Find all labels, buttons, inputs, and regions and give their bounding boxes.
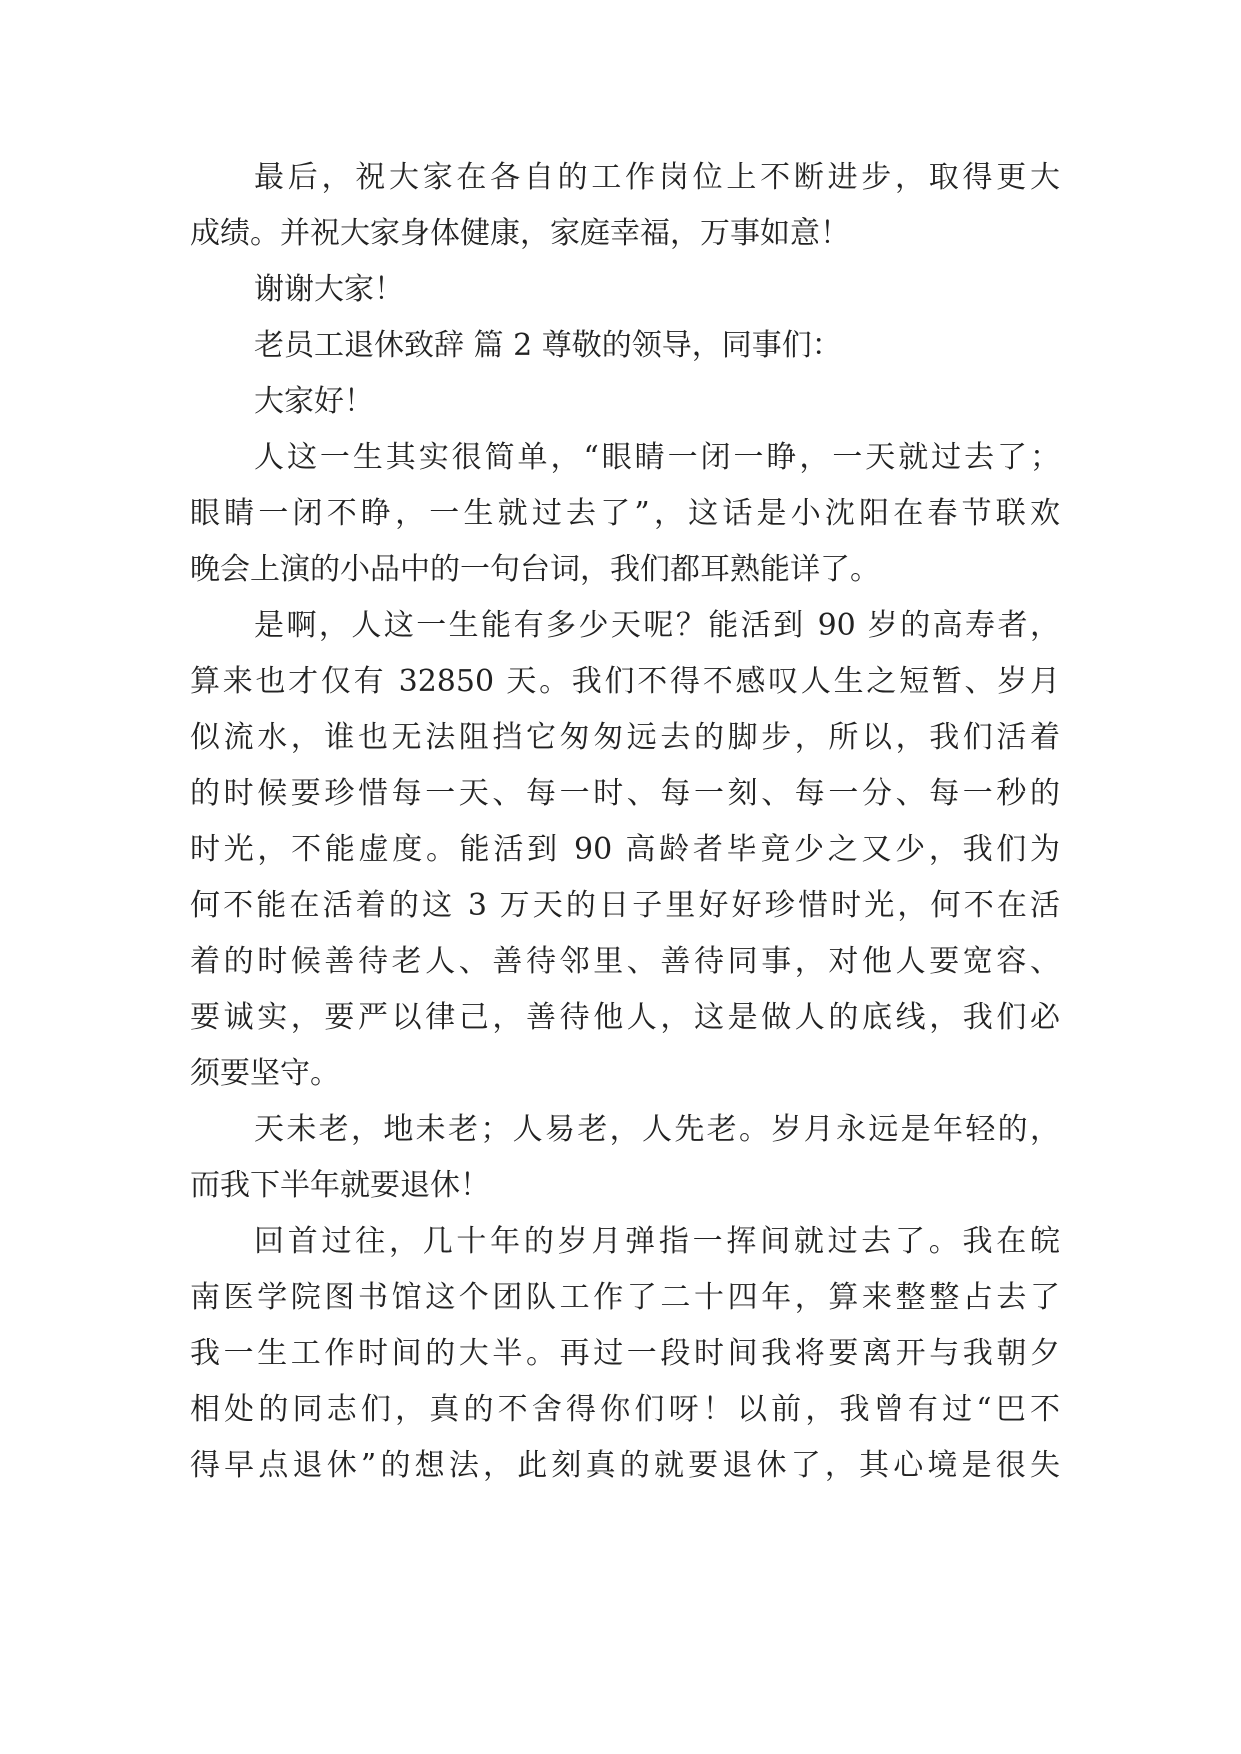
text-line: 是啊，人这一生能有多少天呢？能活到 90 岁的高寿者， bbox=[254, 608, 1060, 643]
text-line: 似流水，谁也无法阻挡它匆匆远去的脚步，所以，我们活着 bbox=[190, 720, 1060, 755]
text-line: 晚会上演的小品中的一句台词，我们都耳熟能详了。 bbox=[190, 552, 880, 587]
text-line: 而我下半年就要退休！ bbox=[190, 1168, 490, 1203]
text-line: 南医学院图书馆这个团队工作了二十四年，算来整整占去了 bbox=[190, 1280, 1060, 1315]
text-line: 成绩。并祝大家身体健康，家庭幸福，万事如意！ bbox=[190, 216, 850, 251]
text-line: 人这一生其实很简单，“眼睛一闭一睁，一天就过去了； bbox=[254, 440, 1060, 475]
text-line: 时光，不能虚度。能活到 90 高龄者毕竟少之又少，我们为 bbox=[190, 832, 1060, 867]
text-line: 我一生工作时间的大半。再过一段时间我将要离开与我朝夕 bbox=[190, 1336, 1060, 1371]
text-line: 要诚实，要严以律己，善待他人，这是做人的底线，我们必 bbox=[190, 1000, 1060, 1035]
text-line: 何不能在活着的这 3 万天的日子里好好珍惜时光，何不在活 bbox=[190, 888, 1060, 923]
body-text bbox=[190, 150, 1060, 1494]
text-line: 眼睛一闭不睁，一生就过去了”，这话是小沈阳在春节联欢 bbox=[190, 496, 1060, 531]
text-line: 回首过往，几十年的岁月弹指一挥间就过去了。我在皖 bbox=[254, 1224, 1060, 1259]
text-line: 大家好！ bbox=[254, 384, 374, 419]
text-line: 算来也才仅有 32850 天。我们不得不感叹人生之短暂、岁月 bbox=[190, 664, 1060, 699]
text-line: 须要坚守。 bbox=[190, 1056, 340, 1091]
text-line: 着的时候善待老人、善待邻里、善待同事，对他人要宽容、 bbox=[190, 944, 1060, 979]
text-line: 得早点退休”的想法，此刻真的就要退休了，其心境是很失 bbox=[190, 1448, 1060, 1483]
text-line: 的时候要珍惜每一天、每一时、每一刻、每一分、每一秒的 bbox=[190, 776, 1060, 811]
text-line: 相处的同志们，真的不舍得你们呀！以前，我曾有过“巴不 bbox=[190, 1392, 1060, 1427]
text-line: 谢谢大家！ bbox=[254, 272, 404, 307]
text-line: 最后，祝大家在各自的工作岗位上不断进步，取得更大 bbox=[254, 160, 1060, 195]
text-line: 老员工退休致辞 篇 2 尊敬的领导，同事们： bbox=[254, 328, 842, 363]
text-line: 天未老，地未老；人易老，人先老。岁月永远是年轻的， bbox=[254, 1112, 1060, 1147]
